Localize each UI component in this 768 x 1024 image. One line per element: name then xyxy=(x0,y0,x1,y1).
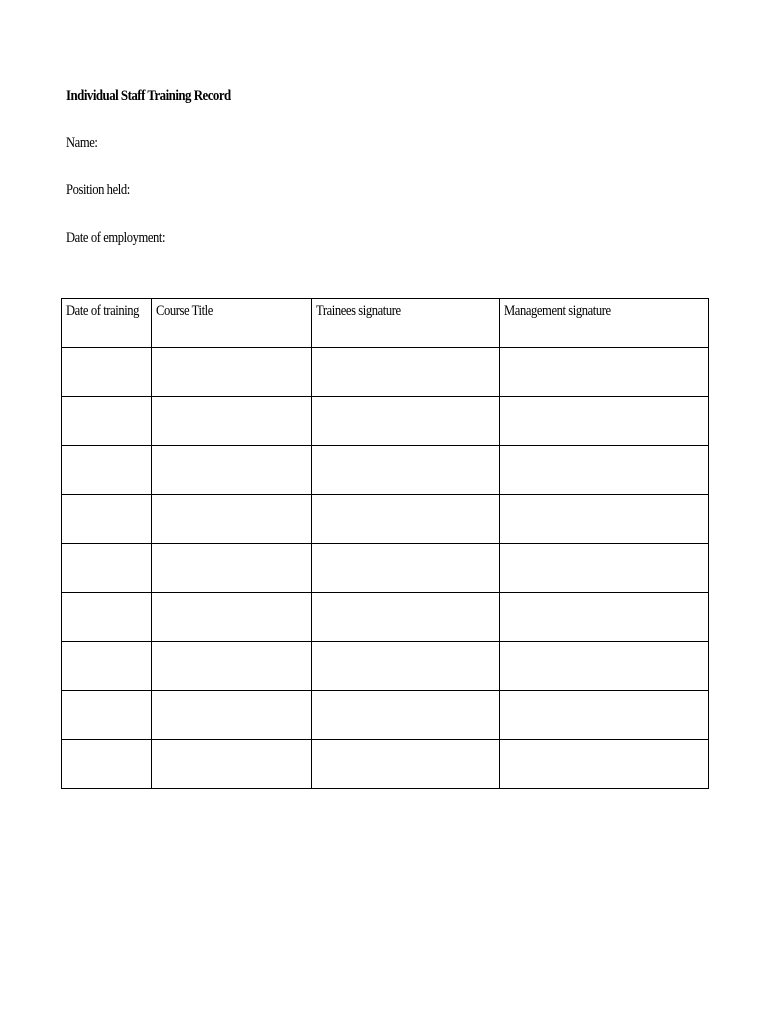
date-of-training-cell xyxy=(62,740,152,789)
trainees-signature-cell xyxy=(312,397,500,446)
date-of-training-cell xyxy=(62,446,152,495)
header-trainees-signature: Trainees signature xyxy=(312,299,500,348)
management-signature-cell xyxy=(500,691,709,740)
date-of-training-cell xyxy=(62,691,152,740)
course-title-cell xyxy=(152,593,312,642)
trainees-signature-cell xyxy=(312,740,500,789)
management-signature-cell xyxy=(500,593,709,642)
trainees-signature-cell xyxy=(312,691,500,740)
trainees-signature-cell xyxy=(312,495,500,544)
management-signature-cell xyxy=(500,642,709,691)
position-held-label: Position held: xyxy=(66,182,130,198)
course-title-cell xyxy=(152,397,312,446)
trainees-signature-cell xyxy=(312,446,500,495)
management-signature-cell xyxy=(500,544,709,593)
table-body xyxy=(62,348,709,789)
date-of-training-cell xyxy=(62,397,152,446)
table-row xyxy=(62,544,709,593)
date-of-training-cell xyxy=(62,544,152,593)
course-title-cell xyxy=(152,740,312,789)
table-row xyxy=(62,348,709,397)
trainees-signature-cell xyxy=(312,544,500,593)
header-course-title: Course Title xyxy=(152,299,312,348)
header-date-of-training: Date of training xyxy=(62,299,152,348)
table-row xyxy=(62,740,709,789)
course-title-cell xyxy=(152,495,312,544)
course-title-cell xyxy=(152,642,312,691)
management-signature-cell xyxy=(500,495,709,544)
trainees-signature-cell xyxy=(312,642,500,691)
table-row xyxy=(62,495,709,544)
training-record-table xyxy=(61,298,709,789)
management-signature-cell xyxy=(500,397,709,446)
trainees-signature-cell xyxy=(312,593,500,642)
document-title: Individual Staff Training Record xyxy=(66,88,231,104)
table-row xyxy=(62,397,709,446)
date-of-training-cell xyxy=(62,593,152,642)
date-of-training-cell xyxy=(62,348,152,397)
trainees-signature-cell xyxy=(312,348,500,397)
management-signature-cell xyxy=(500,446,709,495)
course-title-cell xyxy=(152,691,312,740)
table-header-row xyxy=(62,299,709,348)
management-signature-cell xyxy=(500,348,709,397)
course-title-cell xyxy=(152,544,312,593)
name-label: Name: xyxy=(66,135,98,151)
table-row xyxy=(62,642,709,691)
management-signature-cell xyxy=(500,740,709,789)
date-of-training-cell xyxy=(62,495,152,544)
table-row xyxy=(62,593,709,642)
table-row xyxy=(62,446,709,495)
table-row xyxy=(62,691,709,740)
date-of-employment-label: Date of employment: xyxy=(66,230,166,246)
header-management-signature: Management signature xyxy=(500,299,709,348)
course-title-cell xyxy=(152,446,312,495)
date-of-training-cell xyxy=(62,642,152,691)
course-title-cell xyxy=(152,348,312,397)
